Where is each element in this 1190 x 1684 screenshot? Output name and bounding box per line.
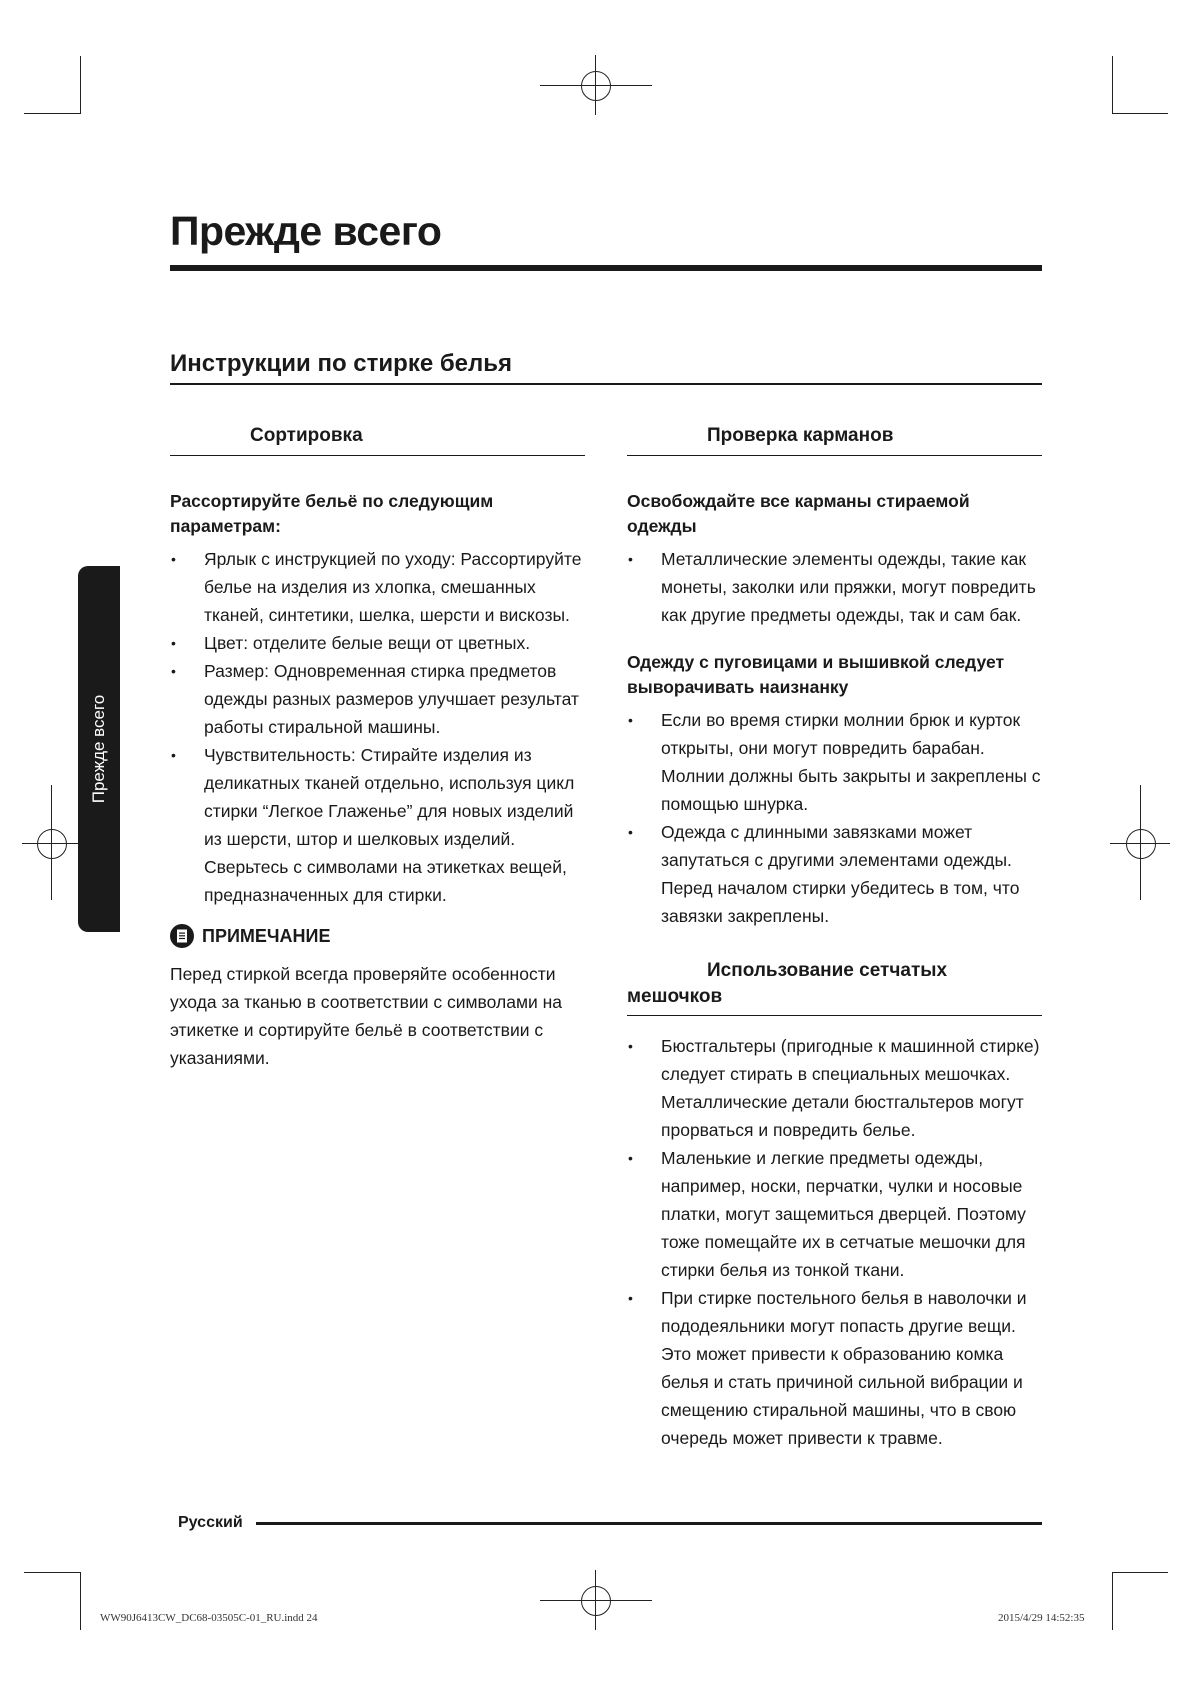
crop-mark xyxy=(24,1572,80,1573)
crop-mark xyxy=(80,1572,81,1630)
list-item: • При стирке постельного белья в наволочки и пододеяльники могут попасть другие вещи. Это может привести к образованию комка белья и стать причиной сильной вибрации и смещению стиральной машины, что в свою очередь может привести к травме. xyxy=(627,1284,1047,1452)
crop-mark xyxy=(1112,1572,1113,1630)
crop-mark xyxy=(1112,113,1168,114)
list-item: • Цвет: отделите белые вещи от цветных. xyxy=(170,629,590,657)
buttons-list xyxy=(627,706,1047,930)
crop-mark xyxy=(1112,56,1113,114)
pockets-subheading: Освобождайте все карманы стираемой одежды xyxy=(627,491,970,536)
section-title: Инструкции по стирке белья xyxy=(170,350,513,377)
page-title: Прежде всего xyxy=(170,208,442,254)
crop-mark xyxy=(80,56,81,114)
list-item: • Чувствительность: Стирайте изделия из деликатных тканей отдельно, используя цикл стирки “Легкое Глаженье” для новых изделий из шерсти, штор и шелковых изделий. Сверьтесь с символами на этикетках вещей, предназначенных для стирки. xyxy=(170,741,590,909)
crop-mark xyxy=(24,113,80,114)
pockets-rule xyxy=(627,455,1042,456)
mesh-bags-heading-line1: Использование сетчатых xyxy=(707,960,948,981)
note-label: ПРИМЕЧАНИЕ xyxy=(202,925,331,946)
side-tab-label: Прежде всего xyxy=(89,694,109,804)
registration-circle xyxy=(581,1586,611,1616)
sorting-rule xyxy=(170,455,585,456)
pockets-heading: Проверка карманов xyxy=(707,425,894,446)
registration-circle xyxy=(581,71,611,101)
list-item: • Металлические элементы одежды, такие как монеты, заколки или пряжки, могут повредить как другие предметы одежды, так и сам бак. xyxy=(627,545,1047,629)
list-item: • Размер: Одновременная стирка предметов одежды разных размеров улучшает результат работы стиральной машины. xyxy=(170,657,590,741)
list-item: • Одежда с длинными завязками может запутаться с другими элементами одежды. Перед началом стирки убедитесь в том, что завязки закреплены. xyxy=(627,818,1047,930)
list-item: • Если во время стирки молнии брюк и курток открыты, они могут повредить барабан. Молнии должны быть закрыты и закреплены с помощью шнурка. xyxy=(627,706,1047,818)
section-rule xyxy=(170,383,1042,385)
pockets-list xyxy=(627,545,1047,629)
sorting-heading: Сортировка xyxy=(250,425,363,446)
list-item: • Маленькие и легкие предметы одежды, например, носки, перчатки, чулки и носовые платки, могут защемиться дверцей. Поэтому тоже помещайте их в сетчатые мешочки для стирки белья из тонкой ткани. xyxy=(627,1144,1047,1284)
sorting-list xyxy=(170,545,590,909)
sorting-subheading: Рассортируйте бельё по следующим параметрам: xyxy=(170,491,494,536)
note-heading xyxy=(170,924,330,948)
list-item: • Бюстгальтеры (пригодные к машинной стирке) следует стирать в специальных мешочках. Металлические детали бюстгальтеров могут прорваться и повредить белье. xyxy=(627,1032,1047,1144)
note-text: Перед стиркой всегда проверяйте особенности ухода за тканью в соответствии с символами на этикетке и сортируйте бельё в соответствии с указаниями. xyxy=(170,964,563,1068)
slug-date: 2015/4/29 14:52:35 xyxy=(998,1612,1085,1624)
crop-mark xyxy=(1112,1572,1168,1573)
registration-circle xyxy=(37,829,67,859)
list-item: • Ярлык с инструкцией по уходу: Рассортируйте белье на изделия из хлопка, смешанных тканей, синтетики, шелка, шерсти и вискозы. xyxy=(170,545,590,629)
footer-rule xyxy=(256,1522,1042,1525)
registration-circle xyxy=(1126,829,1156,859)
slug-filename: WW90J6413CW_DC68-03505C-01_RU.indd 24 xyxy=(100,1612,318,1624)
mesh-bags-heading-line2: мешочков xyxy=(627,986,723,1007)
title-rule xyxy=(170,265,1042,271)
buttons-subheading: Одежду с пуговицами и вышивкой следует выворачивать наизнанку xyxy=(627,652,1005,697)
mesh-bags-list xyxy=(627,1032,1047,1452)
mesh-bags-rule xyxy=(627,1015,1042,1016)
footer-language: Русский xyxy=(178,1514,243,1531)
note-icon xyxy=(170,924,194,948)
